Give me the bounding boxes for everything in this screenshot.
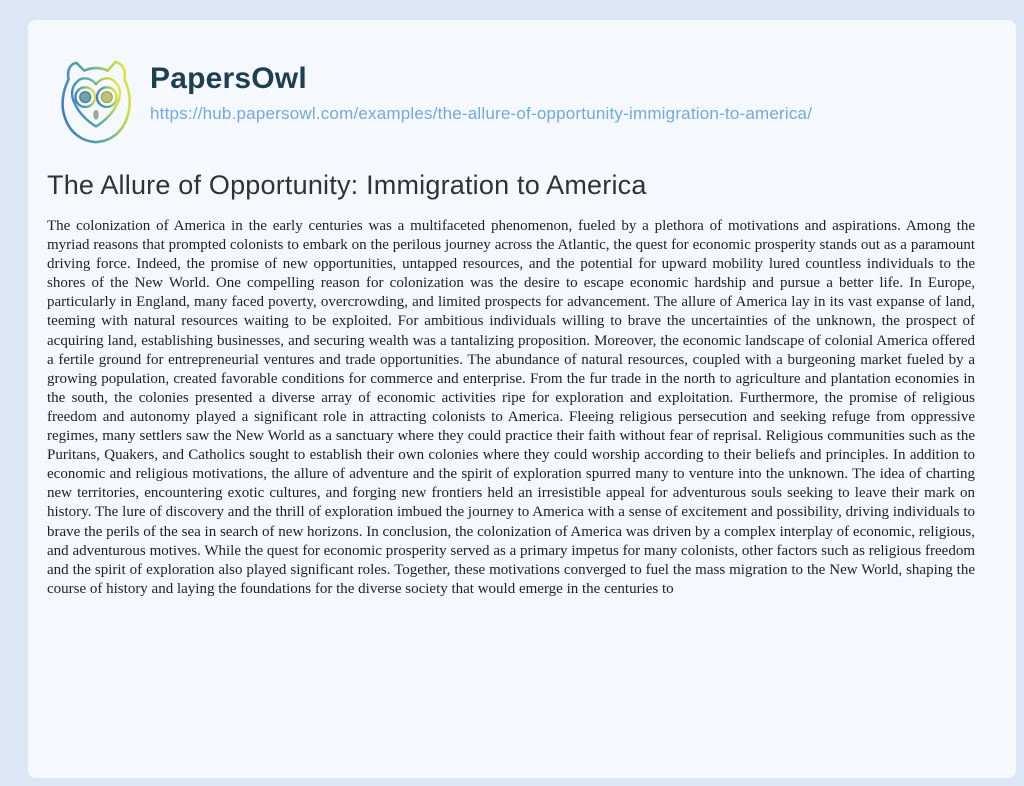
source-url-link[interactable]: https://hub.papersowl.com/examples/the-allure-of-opportunity-immigration-to-america/ (150, 104, 813, 123)
site-header (47, 54, 812, 152)
article-title: The Allure of Opportunity: Immigration to America (47, 170, 647, 200)
brand-name: PapersOwl (150, 62, 307, 95)
header-text-block (150, 54, 812, 124)
papersowl-owl-logo-icon (47, 54, 145, 152)
content-card (28, 20, 1016, 778)
article-body: The colonization of America in the early centuries was a multifaceted phenomenon, fueled by a plethora of motivations and aspirations. Among the myriad reasons that prompted colonists to embark on the perilous journey across the Atlantic, the quest for economic prosperity stands out as a paramount driving force. Indeed, the promise of new opportunities, untapped resources, and the potential for upward mobility lured countless individuals to the shores of the New World. One compelling reason for colonization was the desire to escape economic hardship and pursue a better life. In Europe, particularly in England, many faced poverty, overcrowding, and limited prospects for advancement. The allure of America lay in its vast expanse of land, teeming with natural resources waiting to be exploited. For ambitious individuals willing to brave the uncertainties of the unknown, the prospect of acquiring land, establishing businesses, and securing wealth was a tantalizing proposition. Moreover, the economic landscape of colonial America offered a fertile ground for entrepreneurial ventures and trade opportunities. The abundance of natural resources, coupled with a burgeoning market fueled by a growing population, created favorable conditions for commerce and enterprise. From the fur trade in the north to agriculture and plantation economies in the south, the colonies presented a diverse array of economic activities ripe for exploration and exploitation. Furthermore, the promise of religious freedom and autonomy played a significant role in attracting colonists to America. Fleeing religious persecution and seeking refuge from oppressive regimes, many settlers saw the New World as a sanctuary where they could practice their faith without fear of reprisal. Religious communities such as the Puritans, Quakers, and Catholics sought to establish their own colonies where they could worship according to their beliefs and principles. In addition to economic and religious motivations, the allure of adventure and the spirit of exploration spurred many to venture into the unknown. The idea of charting new territories, encountering exotic cultures, and forging new frontiers held an irresistible appeal for adventurous souls seeking to leave their mark on history. The lure of discovery and the thrill of exploration imbued the journey to America with a sense of excitement and possibility, driving individuals to brave the perils of the sea in search of new horizons. In conclusion, the colonization of America was driven by a complex interplay of economic, religious, and adventurous motives. While the quest for economic prosperity served as a primary impetus for many colonists, other factors such as religious freedom and the spirit of exploration also played significant roles. Together, these motivations converged to fuel the mass migration to the New World, shaping the course of history and laying the foundations for the diverse society that would emerge in the centuries to (47, 218, 975, 597)
